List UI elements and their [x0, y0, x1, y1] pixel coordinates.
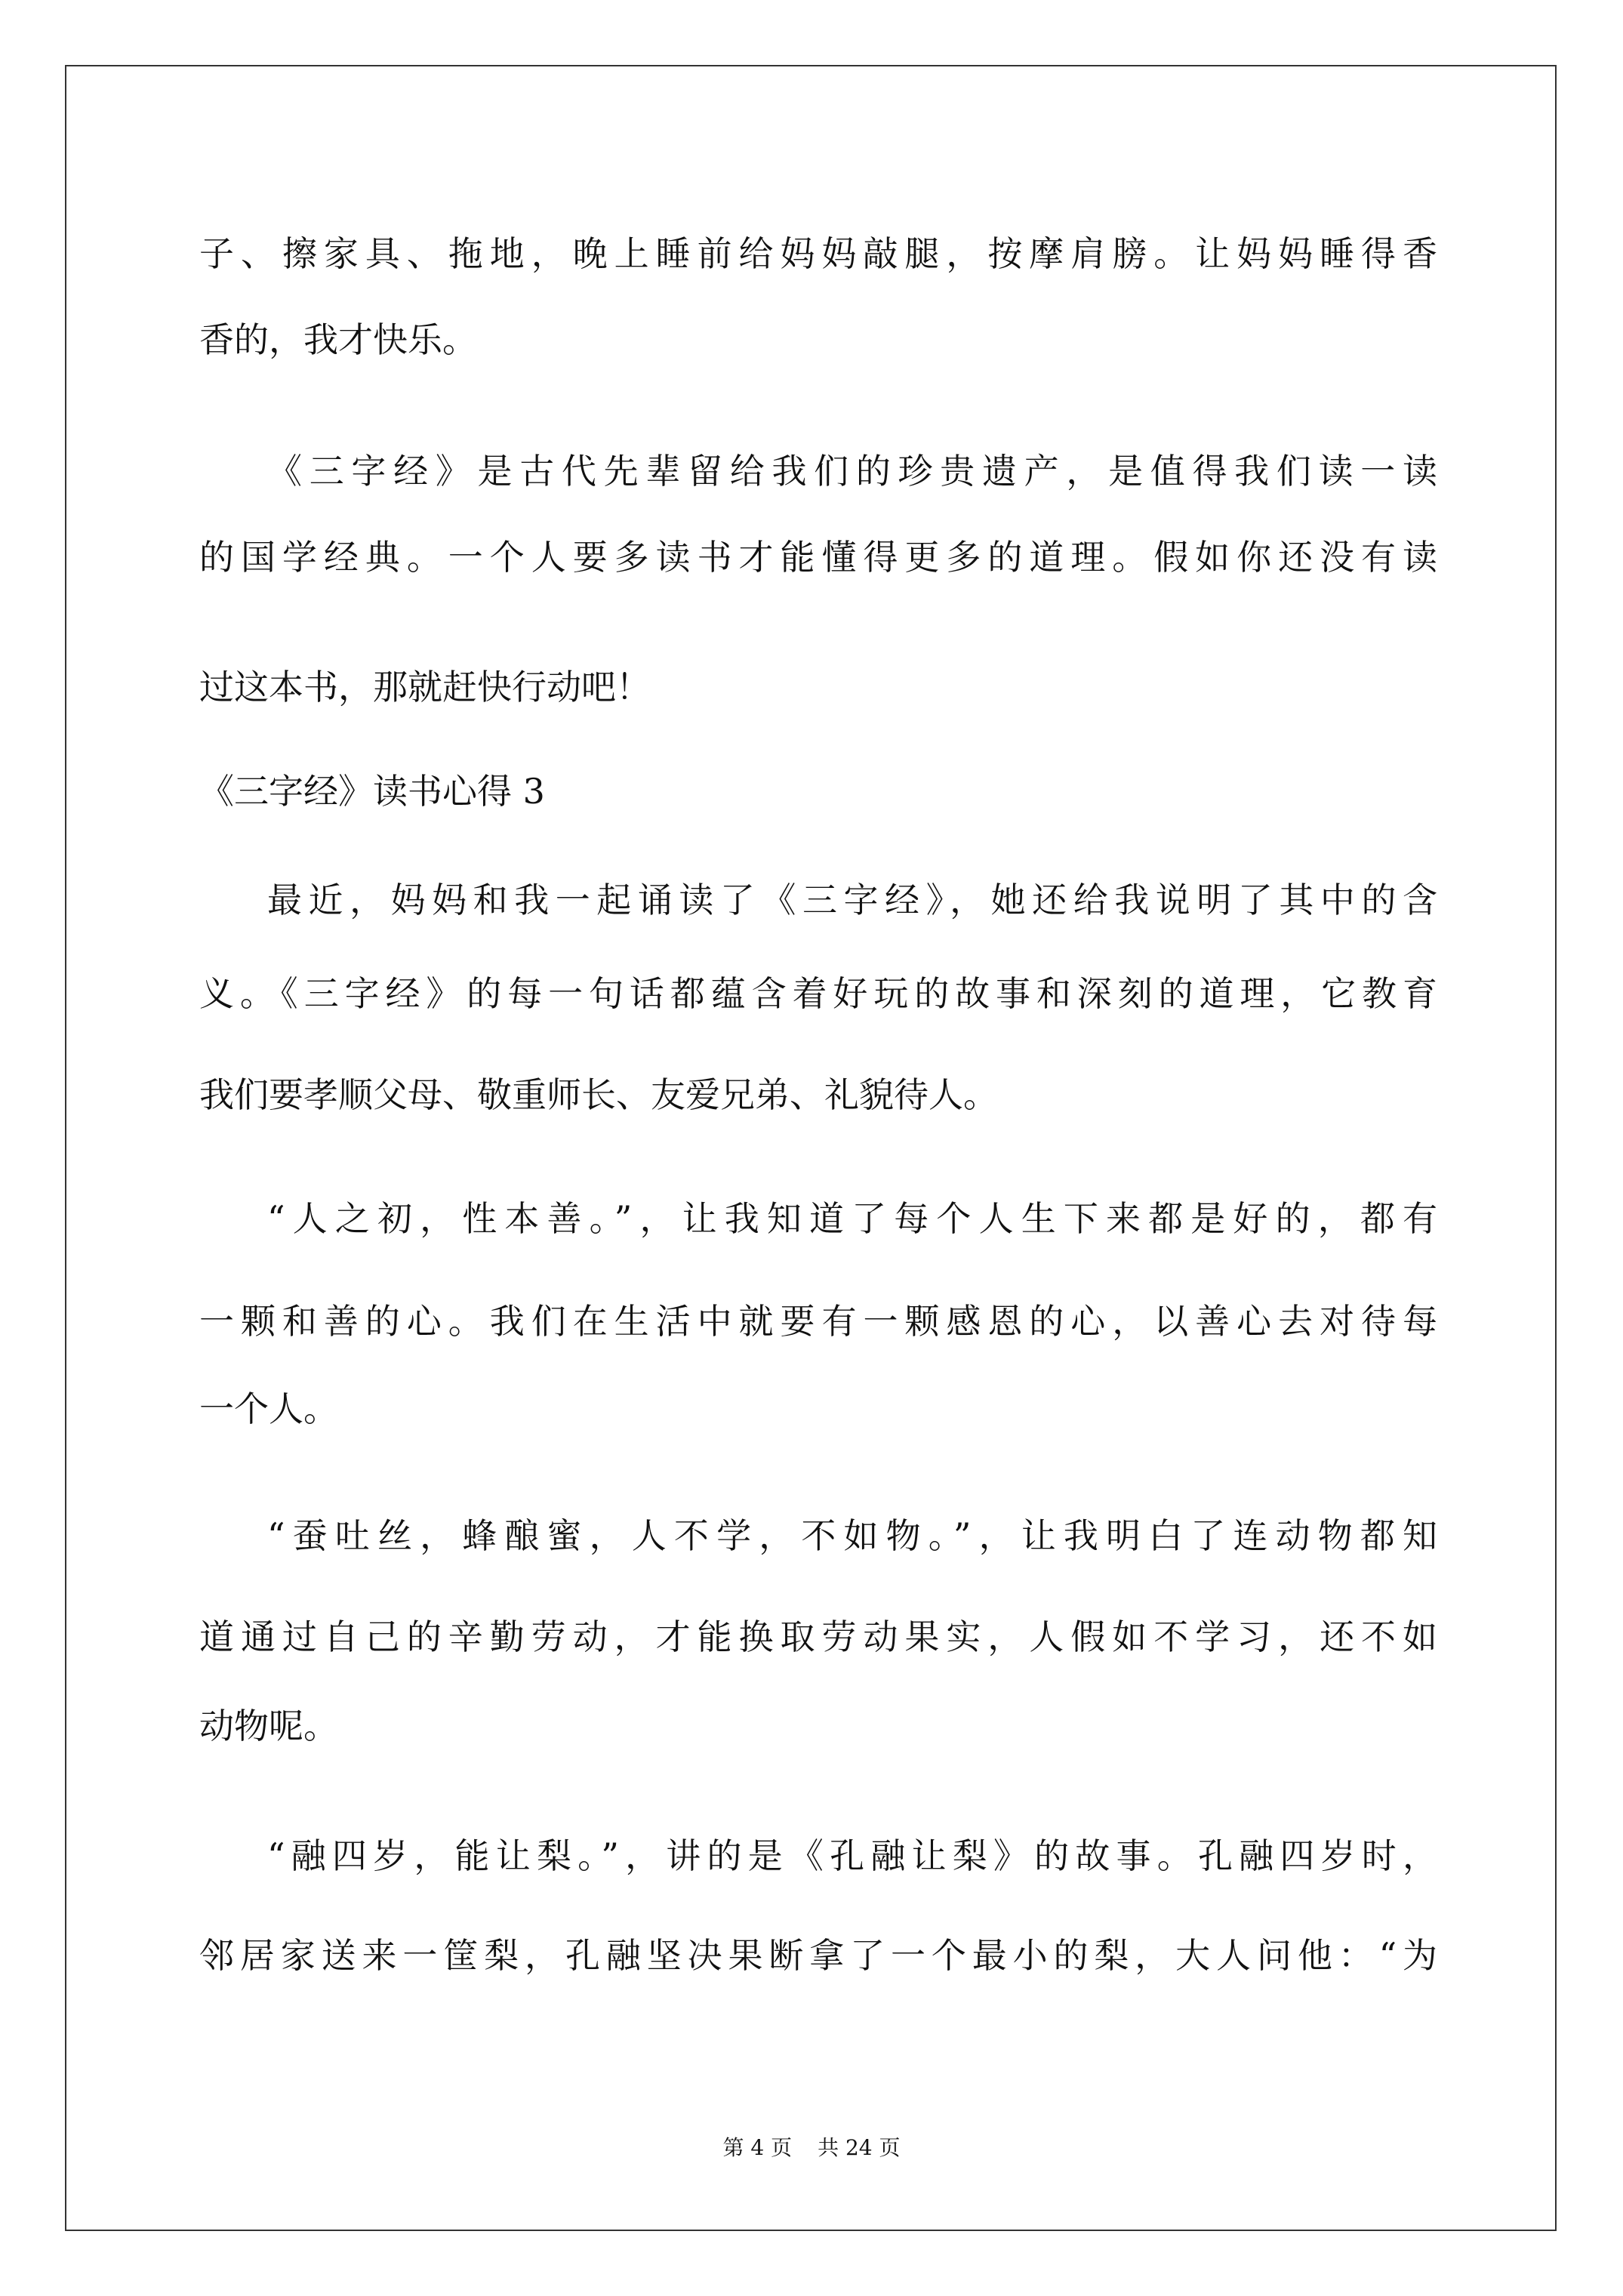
paragraph-line: 邻居家送来一筐梨，孔融坚决果断拿了一个最小的梨，大人问他：“为 — [199, 1935, 1437, 1976]
paragraph-line: “融四岁，能让梨。”，讲的是《孔融让梨》的故事。孔融四岁时， — [267, 1835, 1437, 1876]
paragraph-line: 香的，我才快乐。 — [199, 319, 477, 360]
paragraph-line: 我们要孝顺父母、敬重师长、友爱兄弟、礼貌待人。 — [199, 1074, 998, 1115]
paragraph-line: 道通过自己的辛勤劳动，才能换取劳动果实，人假如不学习，还不如 — [199, 1616, 1437, 1657]
page-total: 共 24 页 — [818, 2135, 901, 2160]
page-number: 第 4 页 — [722, 2135, 793, 2160]
paragraph-line: 的国学经典。一个人要多读书才能懂得更多的道理。假如你还没有读 — [199, 537, 1437, 578]
paragraph-line: 《三字经》是古代先辈留给我们的珍贵遗产，是值得我们读一读 — [267, 451, 1437, 492]
paragraph-line: 动物呢。 — [199, 1706, 338, 1746]
paragraph-line: 义。《三字经》的每一句话都蕴含着好玩的故事和深刻的道理，它教育 — [199, 973, 1437, 1014]
page-footer — [0, 2134, 1623, 2162]
page-border — [65, 65, 1557, 2231]
section-heading: 《三字经》读书心得 3 — [199, 771, 545, 812]
paragraph-line: 子、擦家具、拖地，晚上睡前给妈妈敲腿，按摩肩膀。让妈妈睡得香 — [199, 233, 1437, 274]
paragraph-line: 一个人。 — [199, 1388, 338, 1429]
paragraph-line: 最近，妈妈和我一起诵读了《三字经》，她还给我说明了其中的含 — [267, 880, 1437, 920]
paragraph-line: 过这本书，那就赶快行动吧！ — [199, 667, 651, 707]
paragraph-line: “蚕吐丝，蜂酿蜜，人不学，不如物。”，让我明白了连动物都知 — [267, 1515, 1437, 1556]
paragraph-line: “人之初，性本善。”，让我知道了每个人生下来都是好的，都有 — [267, 1198, 1437, 1239]
paragraph-line: 一颗和善的心。我们在生活中就要有一颗感恩的心，以善心去对待每 — [199, 1301, 1437, 1342]
